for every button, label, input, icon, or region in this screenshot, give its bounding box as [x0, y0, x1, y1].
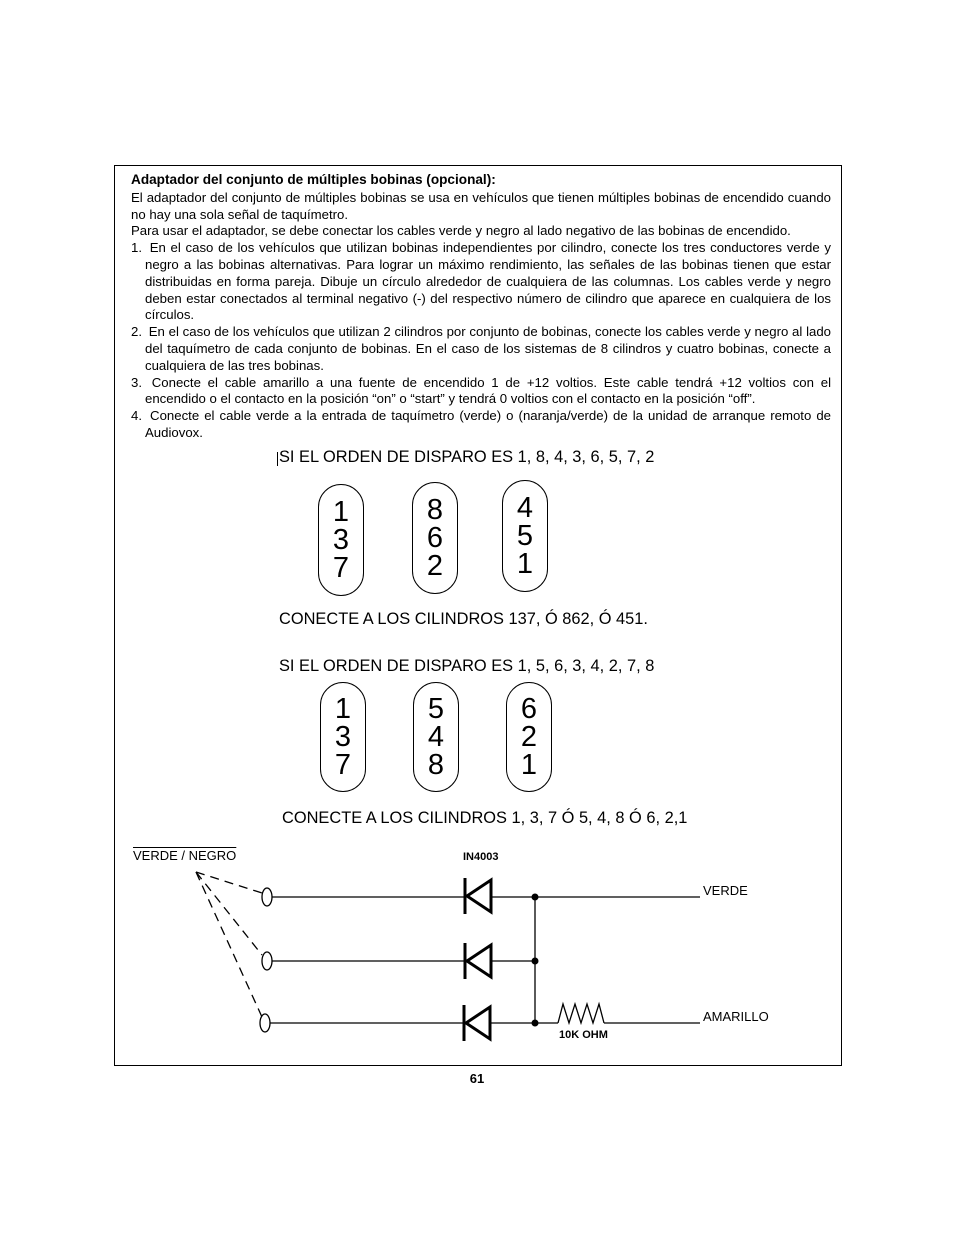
cylinder-number: 1	[516, 548, 534, 580]
dashed-lead-1	[196, 872, 262, 893]
cylinder-number: 7	[334, 749, 352, 781]
firing-order-2-connect: CONECTE A LOS CILINDROS 1, 3, 7 Ó 5, 4, 8 Ó 6, 2,1	[282, 809, 688, 827]
firing-order-2-title: SI EL ORDEN DE DISPARO ES 1, 5, 6, 3, 4, 2, 7, 8	[279, 657, 655, 675]
junction-dot	[532, 894, 539, 901]
intro-paragraph-2: Para usar el adaptador, se debe conectar los cables verde y negro al lado negativo de las bobinas de encendido.	[131, 223, 791, 239]
cylinder-number: 1	[520, 749, 538, 781]
cylinder-number: 2	[520, 721, 538, 753]
page-number: 61	[469, 1071, 485, 1086]
output-green-label: VERDE	[703, 883, 748, 898]
cylinder-number: 6	[520, 693, 538, 725]
diode-part-label: IN4003	[463, 851, 499, 863]
junction-dot	[532, 958, 539, 965]
cylinder-number: 1	[334, 693, 352, 725]
cylinder-number: 6	[426, 522, 444, 554]
cylinder-number: 4	[516, 492, 534, 524]
cylinder-number: 5	[516, 520, 534, 552]
output-yellow-label: AMARILLO	[703, 1009, 769, 1024]
step-item: 3. Conecte el cable amarillo a una fuente de encendido 1 de +12 voltios. Este cable tendrá +12 voltios con el encendido o el contacto en la posición “on” o “start” y tendrá 0 voltios con el contacto en la posición “off”.	[131, 374, 831, 407]
step-item: 1. En el caso de los vehículos que utilizan bobinas independientes por cilindro, conecte los tres conductores verde y negro a las bobinas alternativas. Para lograr un máximo rendimiento, las señales de las bobinas tienen que estar distribuidas en forma pareja. Dibuje un círculo alrededor de cualquiera de las columnas. Los cables verde y negro deben estar conectados al terminal negativo (-) del respectivo número de cilindro que aparece en cualquiera de los círculos.	[131, 240, 831, 323]
firing-order-1-title: SI EL ORDEN DE DISPARO ES 1, 8, 4, 3, 6, 5, 7, 2	[279, 448, 655, 466]
resistor-value-label: 10K OHM	[559, 1029, 608, 1041]
firing-order-1-connect: CONECTE A LOS CILINDROS 137, Ó 862, Ó 451.	[279, 610, 648, 628]
cylinder-number: 8	[426, 494, 444, 526]
connector-terminal-icon	[262, 888, 272, 906]
resistor-icon	[558, 1004, 604, 1023]
cylinder-number: 1	[332, 496, 350, 528]
cylinder-number: 4	[427, 721, 445, 753]
section-heading: Adaptador del conjunto de múltiples bobinas (opcional):	[131, 172, 496, 187]
input-wire-label: VERDE / NEGRO	[133, 848, 237, 863]
dashed-lead-3	[196, 872, 262, 1017]
intro-paragraph-1: El adaptador del conjunto de múltiples bobinas se usa en vehículos que tienen múltiples bobinas de encendido cuando no hay una sola señal de taquímetro.	[131, 189, 831, 222]
junction-dot	[532, 1020, 539, 1027]
connector-terminal-icon	[260, 1014, 270, 1032]
connector-terminal-icon	[262, 952, 272, 970]
cylinder-number: 8	[427, 749, 445, 781]
step-item: 4. Conecte el cable verde a la entrada de taquímetro (verde) o (naranja/verde) de la unidad de arranque remoto de Audiovox.	[131, 408, 831, 440]
dashed-lead-2	[196, 872, 262, 955]
step-item: 2. En el caso de los vehículos que utilizan 2 cilindros por conjunto de bobinas, conecte los cables verde y negro al lado del taquímetro de cada conjunto de bobinas. En el caso de los sistemas de 8 cilindros y cuatro bobinas, conecte a cualquiera de las tres bobinas.	[131, 324, 831, 373]
cylinder-number: 2	[426, 550, 444, 582]
cylinder-number: 7	[332, 552, 350, 584]
cylinder-number: 5	[427, 693, 445, 725]
cylinder-number: 3	[332, 524, 350, 556]
cylinder-number: 3	[334, 721, 352, 753]
